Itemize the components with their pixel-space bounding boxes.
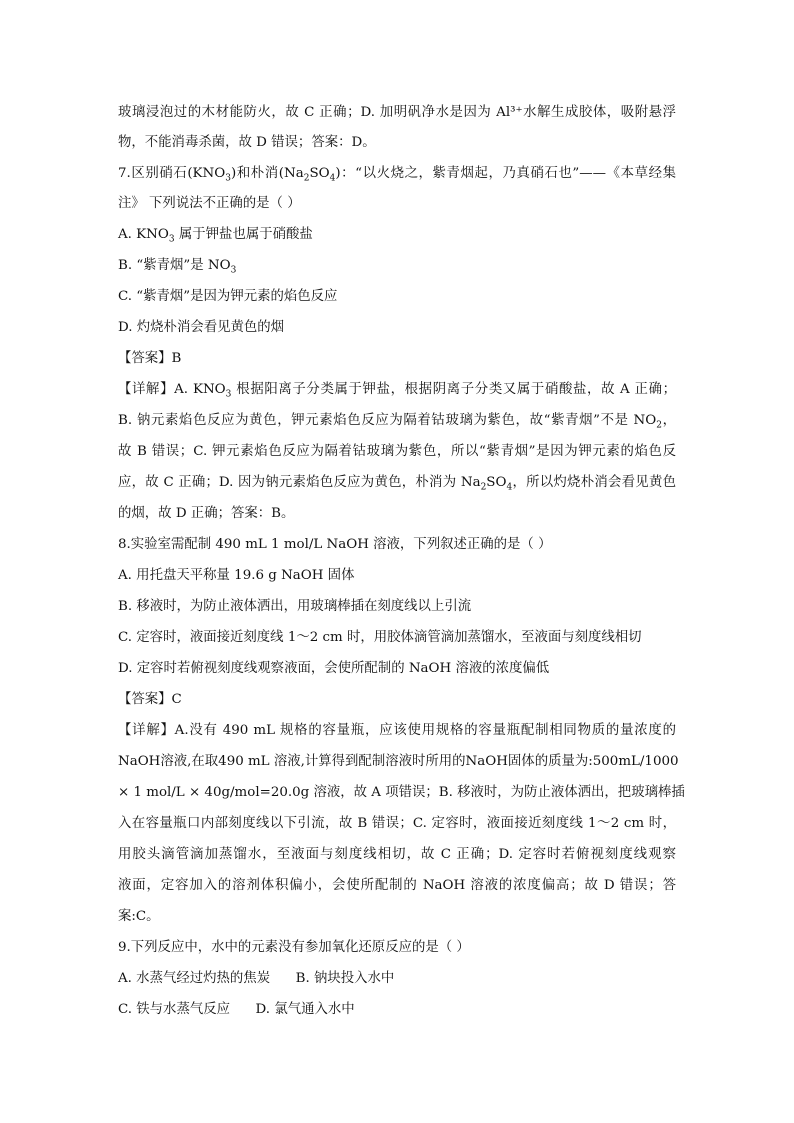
q7-detail-line-3: 故 B 错误；C. 钾元素焰色反应为隔着钴玻璃为紫色，所以“紫青烟”是因为钾元素的焰色反 bbox=[118, 444, 676, 459]
q8-detail-line-6: 液面，定容加入的溶剂体积偏小，会使所配制的 NaOH 溶液的浓度偏高；故 D 错误；答 bbox=[118, 878, 676, 893]
q8-detail-line-1: 【详解】A.没有 490 mL 规格的容量瓶，应该使用规格的容量瓶配制相同物质的量浓度的 bbox=[118, 723, 676, 738]
detail-text: SO bbox=[486, 475, 507, 490]
q8-answer: 【答案】C bbox=[118, 692, 182, 707]
q8-detail-line-7: 案:C。 bbox=[118, 909, 160, 924]
q8-option-b: B. 移液时，为防止液体洒出，用玻璃棒插在刻度线以上引流 bbox=[118, 599, 472, 614]
q8-option-d: D. 定容时若俯视刻度线观察液面，会使所配制的 NaOH 溶液的浓度偏低 bbox=[118, 661, 550, 676]
subscript: 4 bbox=[506, 482, 513, 493]
detail-text: 根据阳离子分类属于钾盐，根据阴离子分类又属于硝酸盐，故 A 正确； bbox=[231, 382, 677, 397]
subscript: 3 bbox=[225, 173, 231, 184]
q8-detail-line-3: × 1 mol/L × 40g/mol=20.0g 溶液，故 A 项错误；B. 移液时，为防止液体洒出，把玻璃棒插 bbox=[118, 785, 685, 800]
prev-line-1: 玻璃浸泡过的木材能防火，故 C 正确；D. 加明矾净水是因为 Al³⁺水解生成胶体，吸附悬浮 bbox=[118, 105, 676, 120]
q7-detail-line-1 bbox=[118, 380, 676, 400]
q7-detail-line-5: 的烟，故 D 正确；答案：B。 bbox=[118, 506, 295, 521]
q7-answer: 【答案】B bbox=[118, 351, 182, 366]
option-text: A. KNO bbox=[118, 227, 169, 242]
detail-text: 应，故 C 正确；D. 因为钠元素焰色反应为黄色，朴消为 Na bbox=[118, 475, 481, 490]
q7-stem-line-1 bbox=[118, 164, 676, 184]
q7-stem-text: 7.区别硝石(KNO bbox=[118, 166, 226, 181]
q7-stem-text: )和朴消(Na bbox=[231, 166, 304, 181]
detail-text: ， bbox=[661, 413, 677, 428]
subscript: 2 bbox=[303, 173, 310, 184]
detail-text: B. 钠元素焰色反应为黄色，钾元素焰色反应为隔着钴玻璃为紫色，故“紫青烟”不是 NO bbox=[118, 413, 657, 428]
detail-text: ，所以灼烧朴消会看见黄色 bbox=[512, 475, 676, 490]
q7-option-b bbox=[118, 256, 236, 276]
q7-detail-line-4 bbox=[118, 473, 676, 493]
q8-detail-line-2: NaOH溶液,在取490 mL 溶液,计算得到配制溶液时所用的NaOH固体的质量为:500mL/1000 bbox=[118, 754, 679, 769]
q9-options-ab: A. 水蒸气经过灼热的焦炭 B. 钠块投入水中 bbox=[118, 971, 395, 986]
q7-stem-text: SO bbox=[309, 166, 330, 181]
q7-option-a bbox=[118, 225, 313, 245]
q9-options-cd: C. 铁与水蒸气反应 D. 氯气通入水中 bbox=[118, 1002, 355, 1017]
subscript: 2 bbox=[480, 482, 487, 493]
q7-detail-line-2 bbox=[118, 411, 676, 431]
q8-stem: 8.实验室需配制 490 mL 1 mol/L NaOH 溶液，下列叙述正确的是（ ） bbox=[118, 537, 552, 552]
q8-detail-line-5: 用胶头滴管滴加蒸馏水，至液面与刻度线相切，故 C 正确；D. 定容时若俯视刻度线观察 bbox=[118, 847, 676, 862]
q7-option-c: C. “紫青烟”是因为钾元素的焰色反应 bbox=[118, 289, 338, 304]
subscript: 3 bbox=[168, 234, 175, 245]
detail-text: 【详解】A. KNO bbox=[118, 382, 226, 397]
q8-option-a: A. 用托盘天平称量 19.6 g NaOH 固体 bbox=[118, 568, 355, 583]
subscript: 2 bbox=[656, 420, 662, 431]
option-text: 属于钾盐也属于硝酸盐 bbox=[174, 227, 313, 242]
q9-stem: 9.下列反应中，水中的元素没有参加氧化还原反应的是（ ） bbox=[118, 940, 470, 955]
subscript: 4 bbox=[329, 173, 336, 184]
q7-stem-text: )：“以火烧之，紫青烟起，乃真硝石也”——《本草经集 bbox=[335, 166, 676, 181]
q7-stem-line-2: 注》 下列说法不正确的是（ ） bbox=[118, 196, 301, 211]
q8-detail-line-4: 入在容量瓶口内部刻度线以下引流，故 B 错误；C. 定容时，液面接近刻度线 1～2 cm 时， bbox=[118, 816, 676, 831]
option-text: B. “紫青烟”是 NO bbox=[118, 258, 231, 273]
q7-option-d: D. 灼烧朴消会看见黄色的烟 bbox=[118, 320, 285, 335]
q8-option-c: C. 定容时，液面接近刻度线 1～2 cm 时，用胶体滴管滴加蒸馏水，至液面与刻度线相切 bbox=[118, 630, 642, 645]
subscript: 3 bbox=[230, 265, 237, 276]
subscript: 3 bbox=[225, 389, 232, 400]
prev-line-2: 物，不能消毒杀菌，故 D 错误；答案：D。 bbox=[118, 135, 376, 150]
